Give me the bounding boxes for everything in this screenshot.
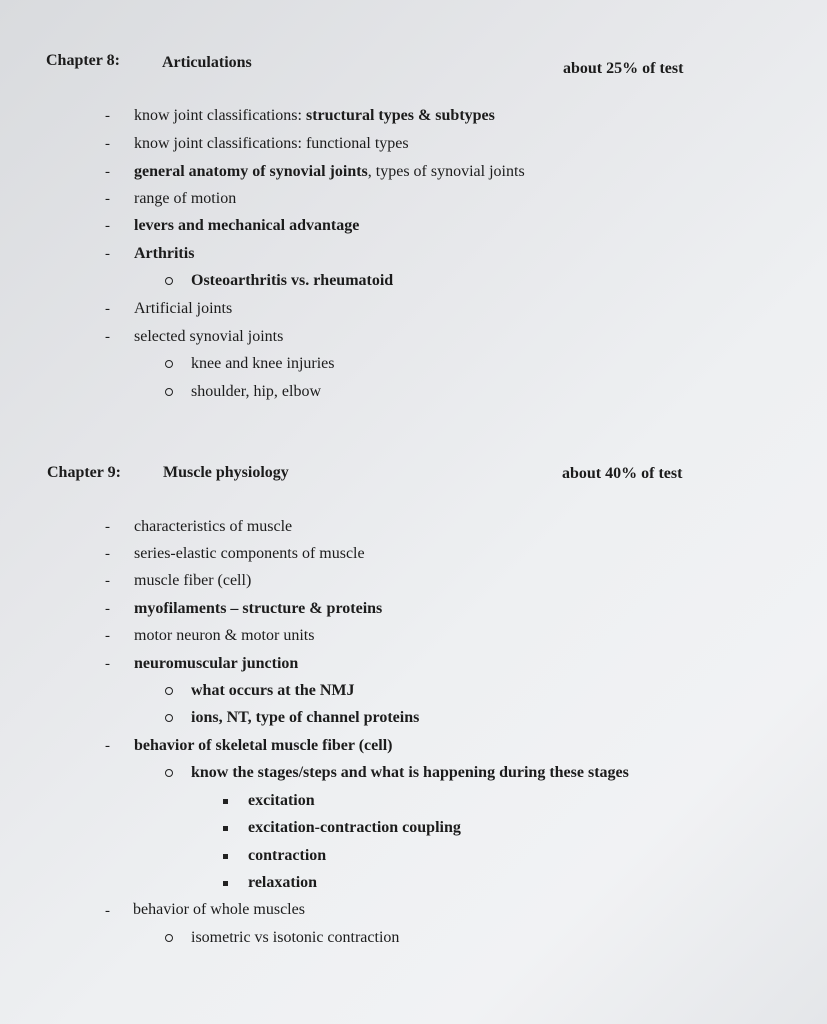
ch8-item-range: range of motion xyxy=(134,190,237,207)
bullet-dash: - xyxy=(105,546,110,562)
ch8-item-levers: levers and mechanical advantage xyxy=(134,217,360,234)
ch8-item-structural-bold: structural types & subtypes xyxy=(305,107,495,124)
ch8-item-artificial: Artificial joints xyxy=(134,300,233,317)
ch9-subitem-isometric: isometric vs isotonic contraction xyxy=(191,929,400,946)
bullet-square xyxy=(223,854,228,859)
bullet-circle xyxy=(165,714,173,722)
bullet-dash: - xyxy=(105,136,110,152)
ch8-subitem-shoulder: shoulder, hip, elbow xyxy=(191,383,322,400)
ch8-item-arthritis: Arthritis xyxy=(134,245,195,262)
ch9-stage-relaxation: relaxation xyxy=(248,874,318,891)
ch9-item-muscle-fiber: muscle fiber (cell) xyxy=(134,572,252,589)
ch9-stage-contraction: contraction xyxy=(248,847,327,864)
chapter9-title: Muscle physiology xyxy=(163,464,289,481)
bullet-dash: - xyxy=(105,108,110,124)
ch9-subitem-stages: know the stages/steps and what is happening during these stages xyxy=(191,764,629,781)
bullet-dash: - xyxy=(105,519,110,535)
ch9-subitem-nmj-occurs: what occurs at the NMJ xyxy=(191,682,355,699)
bullet-dash: - xyxy=(105,164,110,180)
bullet-dash: - xyxy=(105,218,110,234)
ch8-item-selected: selected synovial joints xyxy=(134,328,284,345)
bullet-circle xyxy=(165,934,173,942)
bullet-dash: - xyxy=(105,573,110,589)
ch9-item-myofilaments: myofilaments – structure & proteins xyxy=(134,600,383,617)
bullet-circle xyxy=(165,277,173,285)
chapter8-label: Chapter 8: xyxy=(46,52,120,69)
chapter8-title: Articulations xyxy=(162,54,252,71)
ch9-stage-excitation: excitation xyxy=(248,792,315,809)
ch8-item-anatomy xyxy=(134,163,525,181)
ch9-item-skeletal-behavior: behavior of skeletal muscle fiber (cell) xyxy=(134,737,393,754)
bullet-dash: - xyxy=(105,246,110,262)
bullet-dash: - xyxy=(105,601,110,617)
ch9-item-whole-muscles: behavior of whole muscles xyxy=(133,901,305,918)
chapter8-weight: about 25% of test xyxy=(563,60,684,77)
ch9-stage-ec-coupling: excitation-contraction coupling xyxy=(248,819,461,836)
ch8-item-anatomy-bold: general anatomy of synovial joints xyxy=(134,163,368,180)
bullet-dash: - xyxy=(105,903,110,919)
ch8-item-anatomy-post: , types of synovial joints xyxy=(367,163,525,180)
ch9-item-characteristics: characteristics of muscle xyxy=(134,518,293,535)
ch8-subitem-knee: knee and knee injuries xyxy=(191,355,335,372)
bullet-circle xyxy=(165,388,173,396)
bullet-dash: - xyxy=(105,738,110,754)
ch9-subitem-ions: ions, NT, type of channel proteins xyxy=(191,709,420,726)
ch9-item-motor-neuron: motor neuron & motor units xyxy=(134,627,315,644)
ch8-item-functional: know joint classifications: functional types xyxy=(134,135,409,152)
bullet-square xyxy=(223,826,228,831)
bullet-dash: - xyxy=(105,656,110,672)
ch9-item-series-elastic: series-elastic components of muscle xyxy=(134,545,365,562)
bullet-dash: - xyxy=(105,329,110,345)
bullet-dash: - xyxy=(105,191,110,207)
bullet-dash: - xyxy=(105,301,110,317)
bullet-circle xyxy=(165,769,173,777)
ch8-subitem-osteoarthritis: Osteoarthritis vs. rheumatoid xyxy=(191,272,394,289)
bullet-circle xyxy=(165,360,173,368)
bullet-square xyxy=(223,881,228,886)
ch8-item-structural-pre: know joint classifications: xyxy=(134,107,302,124)
chapter9-label: Chapter 9: xyxy=(47,464,121,481)
ch8-item-structural xyxy=(134,107,495,125)
bullet-circle xyxy=(165,687,173,695)
bullet-square xyxy=(223,799,228,804)
ch9-item-nmj: neuromuscular junction xyxy=(134,655,299,672)
chapter9-weight: about 40% of test xyxy=(562,465,683,482)
bullet-dash: - xyxy=(105,628,110,644)
